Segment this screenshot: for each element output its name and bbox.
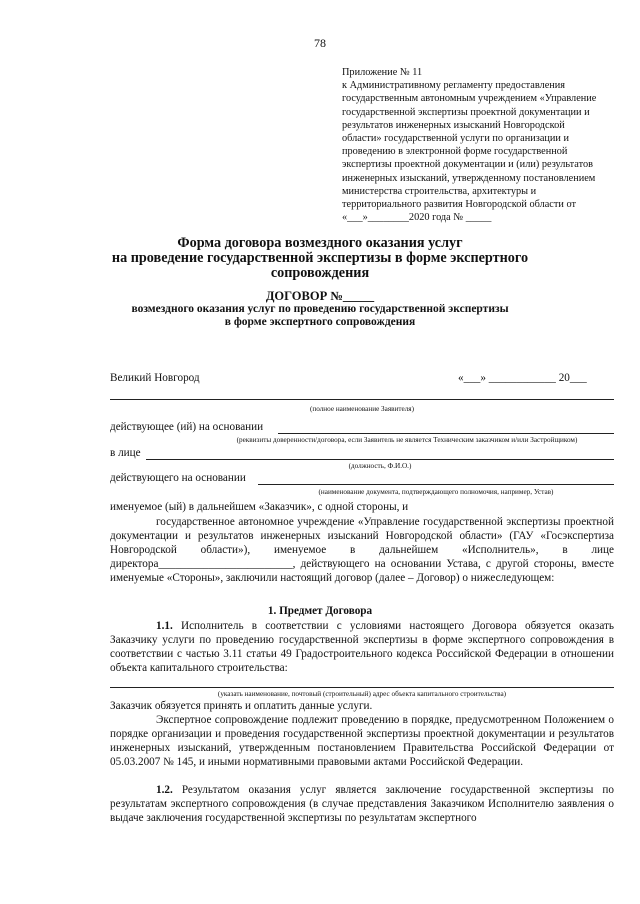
applicant-caption: (полное наименование Заявителя) [309, 405, 415, 413]
customer-paragraph: именуемое (ый) в дальнейшем «Заказчик», с одной стороны, и [110, 501, 409, 513]
contract-subtitle: возмездного оказания услуг по проведению государственной экспертизы [131, 303, 509, 315]
form-title-line: на проведение государственной экспертизы в форме экспертного [111, 250, 529, 266]
contract-subtitle: в форме экспертного сопровождения [224, 316, 416, 328]
acting-basis-line[interactable] [278, 433, 614, 434]
appendix-line: государственным автономным учреждением «Управление [342, 93, 597, 105]
form-title-line: сопровождения [270, 265, 370, 281]
appendix-line: области» государственной услуги по организации и [342, 133, 570, 145]
clause-number: 1.1. [156, 620, 173, 632]
clause-1-2 [110, 783, 614, 825]
city: Великий Новгород [110, 372, 200, 384]
appendix-line: проведению в электронной форме государственной [342, 146, 568, 158]
contract-number: ДОГОВОР №_____ [265, 289, 375, 303]
appendix-line: к Административному регламенту предоставления [342, 80, 566, 92]
clause-1-1 [110, 619, 614, 675]
applicant-line[interactable] [110, 399, 614, 400]
appendix-line: «___»________2020 года № _____ [342, 212, 492, 224]
date-field[interactable]: «___» ____________ 20___ [458, 372, 587, 384]
appendix-line: территориального развития Новгородской области от [342, 199, 576, 211]
section-title: 1. Предмет Договора [267, 605, 373, 617]
appendix-line: министерства строительства, архитектуры и [342, 185, 537, 197]
object-caption: (указать наименование, почтовый (строительный) адрес объекта капитального строительства) [217, 690, 507, 698]
appendix-title: Приложение № 11 [342, 67, 423, 78]
expert-support-paragraph [110, 713, 614, 769]
position-caption: (должность, Ф.И.О.) [348, 462, 412, 470]
page-number: 78 [314, 36, 326, 50]
clause-text: Результатом оказания услуг является заключение государственной экспертизы по результатам экспертного сопровождения (в случае представления Заказчиком Исполнителю заявления о выдаче заключения государственной экспертизы по результатам экспертного [110, 784, 614, 824]
in-person-label: в лице [110, 447, 141, 459]
appendix-line: экспертизы проектной документации и (или) результатов [342, 159, 593, 171]
executor-paragraph [110, 515, 614, 585]
clause-number: 1.2. [156, 784, 173, 796]
acting-basis2-label: действующего на основании [110, 472, 246, 484]
appendix-block [342, 66, 614, 224]
object-line[interactable] [110, 687, 614, 688]
appendix-line: государственной экспертизы проектной документации и [342, 106, 590, 118]
appendix-line: результатов инженерных изысканий Новгородской [342, 119, 565, 131]
appendix-line: инженерных изысканий, утвержденному постановлением [342, 172, 596, 184]
acting-basis-label: действующее (ий) на основании [110, 421, 264, 433]
details-caption: (реквизиты доверенности/договора, если Заявитель не является Техническим заказчиком и/или Застройщиком) [236, 436, 578, 444]
clause-text: Исполнитель в соответствии с условиями настоящего Договора обязуется оказать Заказчику услуги по проведению государственной экспертизы в форме экспертного сопровождения в соответствии с частью 3.11 статьи 49 Градостроительного кодекса Российской Федерации в отношении объекта капитального строительства: [110, 620, 614, 674]
executor-text: государственное автономное учреждение «Управление государственной экспертизы проектной документации и результатов инженерных изысканий Новгородской области» (ГАУ «Госэкспертиза Новгородской области»), именуемое в дальнейшем «Исполнитель», в лице директора________________________, действующего на основании Устава, с другой стороны, вместе именуемые «Стороны», заключили настоящий договор (далее – Договор) о нижеследующем: [110, 516, 614, 584]
form-title [110, 236, 530, 281]
contract-heading [130, 290, 510, 329]
acting-basis2-line[interactable] [258, 484, 614, 485]
document-caption: (наименование документа, подтверждающего полномочия, например, Устав) [318, 488, 554, 496]
in-person-line[interactable] [146, 459, 614, 460]
expert-support-text: Экспертное сопровождение подлежит проведению в порядке, предусмотренном Положением о порядке организации и проведения государственной экспертизы проектной документации и результатов инженерных изысканий, утвержденным постановлением Правительства Российской Федерации от 05.03.2007 № 145, и иными нормативными правовыми актами Российской Федерации. [110, 714, 614, 768]
form-title-line: Форма договора возмездного оказания услуг [177, 235, 463, 251]
customer-obligation: Заказчик обязуется принять и оплатить данные услуги. [110, 700, 373, 712]
